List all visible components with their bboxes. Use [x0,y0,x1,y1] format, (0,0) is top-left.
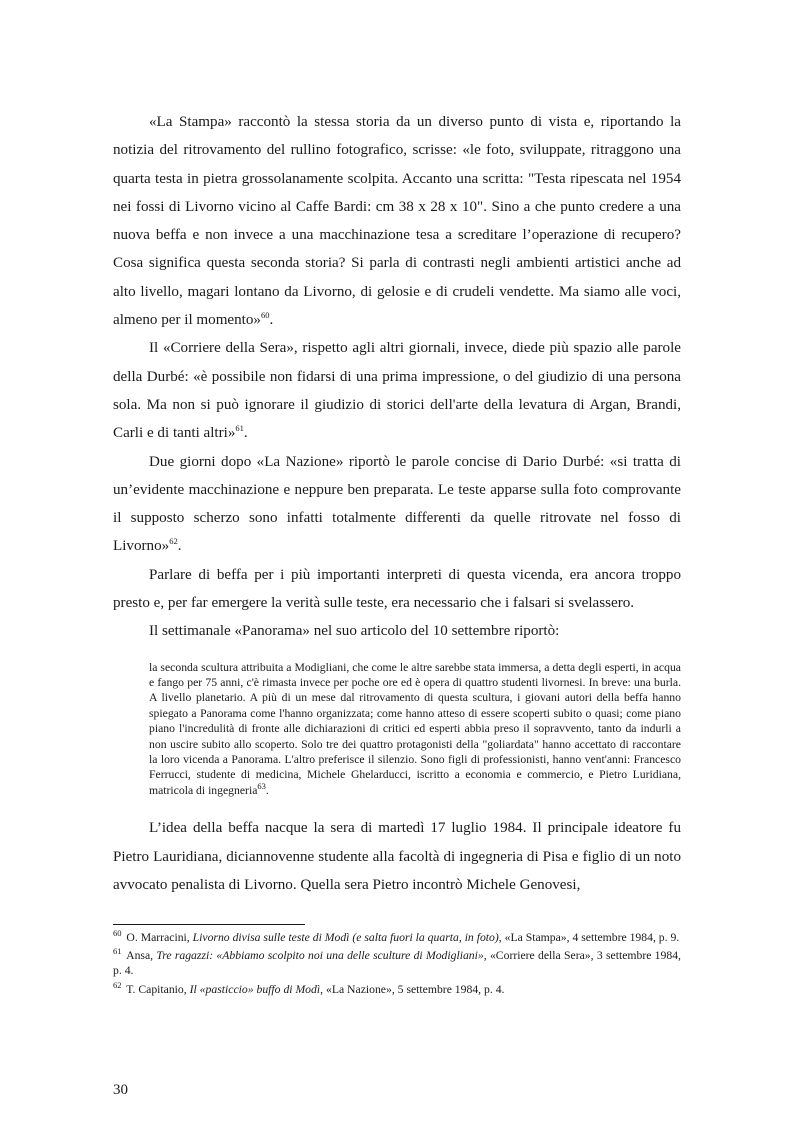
footnote-ref-61[interactable]: 61 [235,423,244,434]
footnote-ref-63[interactable]: 63 [257,781,266,791]
footnote-separator [113,924,305,925]
footnotes [113,930,681,1000]
page-number: 30 [113,1082,128,1098]
footnote-ref-62[interactable]: 62 [169,536,178,547]
footnote-62: $^{62}$ T. Capitanio, Il «pasticcio» buffo di Modì, «La Nazione», 5 settembre 1984, p. 4. [113,979,505,996]
footnote-ref-60[interactable]: 60 [260,310,270,321]
paragraph-beffa: Parlare di beffa per i più importanti interpreti di questa vicenda, era ancora troppo presto e, per far emergere la verità sulle teste, era necessario che i falsari si svelassero. [113,566,681,612]
footnote-60: $^{60}$ O. Marracini, Livorno divisa sulle teste di Modì (e salta fuori la quarta, in foto), «La Stampa», 4 settembre 1984, p. 9. [113,928,680,944]
block-quote-panorama: la seconda scultura attribuita a Modigliani, che come le altre sarebbe stata immersa, a detta degli esperti, in acqua e fango per 75 anni, c'è rimasta invece per poche ore ed è opera di quattro studenti livornesi. In breve: una burla. A livello planetario. A più di un mese dal ritrovamento di questa scultura, i giovani autori della beffa hanno spiegato a Panorama come l'hanno organizzata; come hanno atteso di essere scoperti subito o quasi; come piano piano l'incredulità di fronte alle dichiarazioni di critici ed esperti abbia preso il sopravvento, tanto da indurli a non uscire subito allo scoperto. Solo tre dei quattro protagonisti della "goliardata" hanno accettato di raccontare la loro vicenda a Panorama. L'altro preferisce il silenzio. Sono figli di professionisti, hanno vent'anni: Francesco Ferrucci, studente di medicina, Michele Ghelarducci, iscritto a economia e commercio, e Pietro Luridiana, matricola di ingegneria$^{63}$. [149,660,681,797]
paragraph-la-stampa: «La Stampa» raccontò la stessa storia da un diverso punto di vista e, riportando la notizia del ritrovamento del rullino fotografico, scrisse: «le foto, sviluppate, ritraggono una quarta testa in pietra grossolanamente scolpita. Accanto una scritta: "Testa ripescata nel 1954 nei fossi di Livorno vicino al Caffe Bardi: cm 38 x 28 x 10". Sino a che punto credere a una nuova beffa e non invece a una macchinazione tesa a screditare l’operazione di recupero? Cosa significa questa seconda storia? Si parla di contrasti negli ambienti artistici anche ad alto livello, magari lontano da Livorno, di gelosie e di crudeli vendette. Ma siamo alle voci, almeno per il momento»$^{60}$. [113,114,681,329]
page-body [113,108,681,899]
paragraph-panorama-intro: Il settimanale «Panorama» nel suo articolo del 10 settembre riportò: [149,623,560,640]
footnote-61: $^{61}$ Ansa, Tre ragazzi: «Abbiamo scolpito noi una delle sculture di Modigliani», «Corriere della Sera», 3 settembre 1984, p. 4. [113,946,681,978]
paragraph-idea-beffa: L’idea della beffa nacque la sera di martedì 17 luglio 1984. Il principale ideatore fu Pietro Lauridiana, diciannovenne studente alla facoltà di ingegneria di Pisa e figlio di un noto avvocato penalista di Livorno. Quella sera Pietro incontrò Michele Genovesi, [113,820,681,893]
paragraph-corriere: Il «Corriere della Sera», rispetto agli altri giornali, invece, diede più spazio alle parole della Durbé: «è possibile non fidarsi di una prima impressione, o del giudizio di una persona sola. Ma non si può ignorare il giudizio di storici dell'arte della levatura di Argan, Brandi, Carli e di tanti altri»$^{61}$. [113,340,681,442]
paragraph-nazione: Due giorni dopo «La Nazione» riportò le parole concise di Dario Durbé: «si tratta di un’evidente macchinazione e neppure ben preparata. Le teste apparse sulla foto comprovante il supposto scherzo sono infatti totalmente differenti da quelle ritrovate nel fosso di Livorno»$^{62}$. [113,453,681,555]
